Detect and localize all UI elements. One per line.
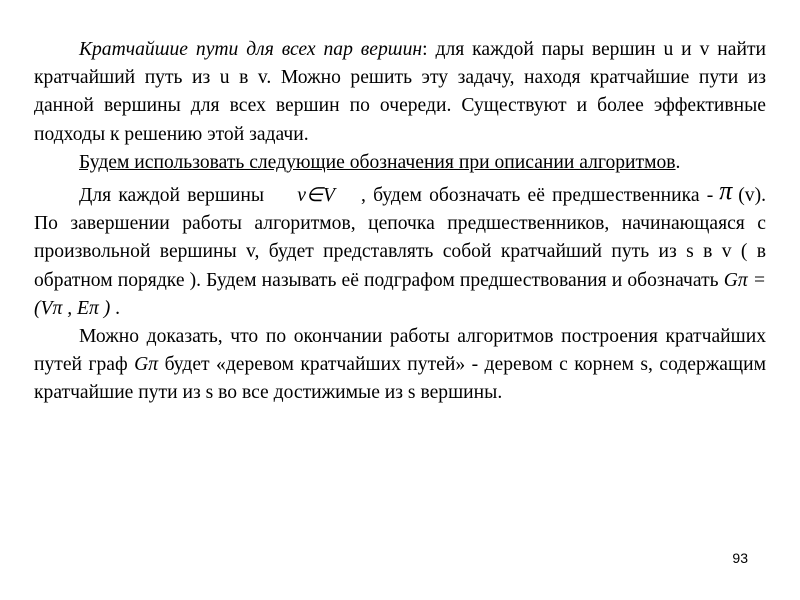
paragraph-notation <box>34 149 766 177</box>
notation-intro-tail: . <box>675 151 681 173</box>
pi-symbol: π <box>719 176 733 206</box>
notation-intro: Будем использовать следующие обозначения при описании алгоритмов <box>79 151 676 173</box>
term-all-pairs: Кратчайшие пути для всех пар вершин <box>79 39 423 60</box>
predecessor-text-end: . <box>115 297 121 319</box>
tree-text-end: будет «деревом кратчайших путей» - деревом с корнем s, содержащим кратчайшие пути из s во все достижимые из s вершины. <box>34 354 766 404</box>
paragraph-all-pairs <box>34 36 766 149</box>
paragraph-all-pairs-text: : для каждой пары вершин u и v найти кратчайший путь из u в v. Можно решить эту задачу, находя кратчайшие пути из данной вершины для всех вершин по очереди. Существуют и более эффективные подходы к решению этой задачи. <box>34 39 767 145</box>
predecessor-text-mid: , будем обозначать её предшественника - <box>361 185 714 207</box>
paragraph-predecessor <box>34 177 766 323</box>
tree-text-start: Можно доказать, что по окончании работы алгоритмов построения кратчайших путей граф <box>34 326 766 376</box>
slide-body <box>34 36 766 408</box>
page-number: 93 <box>732 550 748 566</box>
predecessor-text-start: Для каждой вершины <box>79 185 265 207</box>
predecessor-subgraph-formula: Gπ = (Vπ , Eπ ) <box>34 269 766 319</box>
graph-symbol: Gπ <box>134 354 159 376</box>
set-membership-formula: v∈V <box>297 185 335 207</box>
predecessor-text-rest: (v). По завершении работы алгоритмов, цепочка предшественников, начинающаяся с произвольной вершины v, будет представлять собой кратчайший путь из s в v ( в обратном порядке ). Будем называть её подграфом предшествования и обозначать <box>34 185 767 291</box>
paragraph-shortest-path-tree <box>34 323 766 408</box>
